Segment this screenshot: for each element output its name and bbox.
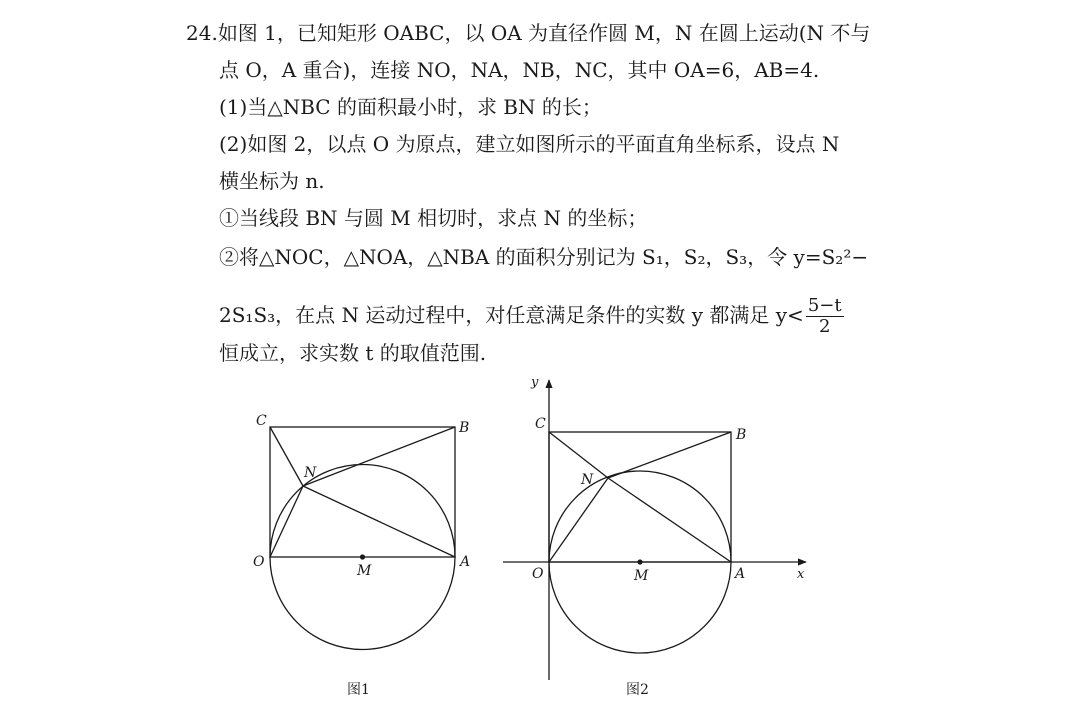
caption-fig2: 图2 — [626, 682, 649, 698]
question-1: (1)当△NBC 的面积最小时，求 BN 的长； — [219, 95, 602, 119]
label-b-fig1: B — [459, 420, 470, 436]
point-m-fig1 — [360, 554, 365, 559]
label-n-fig1: N — [304, 465, 317, 481]
label-o-fig2: O — [532, 566, 544, 582]
segment-no-fig1 — [270, 486, 303, 557]
label-a-fig1: A — [460, 554, 471, 570]
label-o-fig1: O — [253, 554, 265, 570]
caption-fig1: 图1 — [347, 682, 370, 698]
question-2-part-2-end: 恒成立，求实数 t 的取值范围. — [219, 341, 487, 365]
rectangle-oabc-fig1 — [270, 427, 455, 557]
label-x-axis: x — [797, 567, 805, 582]
label-a-fig2: A — [735, 566, 746, 582]
label-b-fig2: B — [736, 427, 747, 443]
segment-nc-fig1 — [270, 427, 303, 486]
label-y-axis: y — [531, 375, 539, 390]
question-2-part-2: ②将△NOC，△NOA，△NBA 的面积分别记为 S₁，S₂，S₃，令 y=S₂²− — [219, 245, 869, 269]
point-m-fig2 — [637, 559, 642, 564]
label-c-fig1: C — [256, 413, 267, 429]
segment-nb-fig1 — [303, 427, 455, 486]
problem-text-1: 如图 1，已知矩形 OABC，以 OA 为直径作圆 M，N 在圆上运动(N 不与 — [217, 21, 871, 45]
problem-line-2: 点 O，A 重合)，连接 NO，NA，NB，NC，其中 OA=6，AB=4. — [219, 58, 820, 82]
segment-nb-fig2 — [608, 432, 731, 478]
segment-nc-fig2 — [549, 432, 608, 478]
fraction-denominator: 2 — [818, 316, 831, 337]
question-2-intro-cont: 横坐标为 n. — [219, 169, 325, 193]
question-2-part-1: ①当线段 BN 与圆 M 相切时，求点 N 的坐标； — [219, 206, 648, 230]
segment-na-fig2 — [608, 478, 731, 562]
figure-1 — [270, 427, 455, 650]
fraction-numerator: 5−t — [807, 295, 842, 316]
figure-2 — [503, 380, 806, 680]
label-n-fig2: N — [581, 472, 594, 488]
segment-no-fig2 — [549, 478, 608, 562]
inequality-text: 2S₁S₃，在点 N 运动过程中，对任意满足条件的实数 y 都满足 y< — [219, 303, 804, 327]
label-m-fig1: M — [357, 563, 372, 579]
label-c-fig2: C — [535, 416, 546, 432]
question-2-intro: (2)如图 2，以点 O 为原点，建立如图所示的平面直角坐标系，设点 N — [219, 132, 840, 156]
problem-number: 24. — [186, 21, 218, 45]
label-m-fig2: M — [634, 568, 649, 584]
